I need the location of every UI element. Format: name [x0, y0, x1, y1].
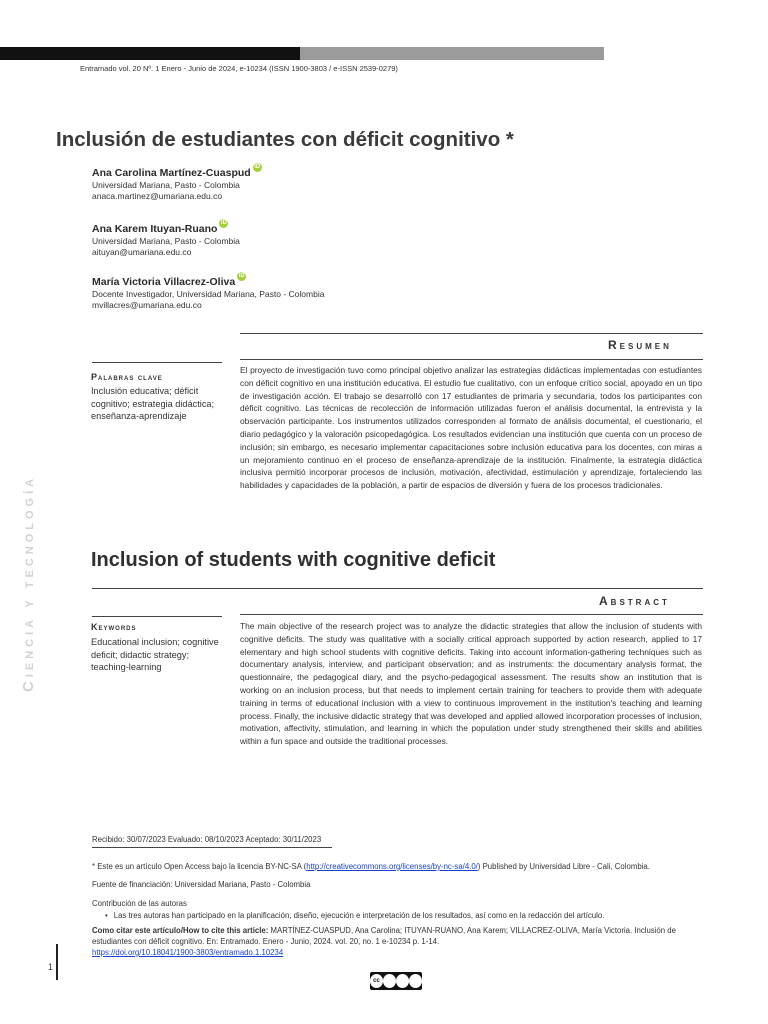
contributions-heading: Contribución de las autoras: [92, 899, 187, 908]
divider: [240, 614, 703, 615]
doi-link[interactable]: https://doi.org/10.18041/1900-3803/entramado.1.10234: [92, 948, 284, 957]
author-email[interactable]: aituyan@umariana.edu.co: [92, 247, 192, 257]
cc-license-logo: [370, 972, 422, 990]
resumen-text: El proyecto de investigación tuvo como principal objetivo analizar las estrategias didácticas implementadas con estudiantes con déficit cognitivo en una institución educativa. El estudio fue cualitativo, con un enfoque crítico social, apoyado en un tipo de investigación acción. El trabajo se desarrolló con 17 estudiantes de primaria y secundaria, todos los participantes con déficit cognitivo. Las técnicas de recolección de información utilizadas fueron el análisis documental, la entrevista y la observación participante. Los instrumentos utilizados corresponden al formato de análisis documental, el cuestionario, el diario pedagógico y la valoración psicopedagógica. Los resultados evidencian una institución que cuenta con un proceso de inclusión; sin embargo, es necesario implementar capacitaciones sobre inclusión educativa para los docentes, con miras a un mejoramiento continuo en el proceso de enseñanza-aprendizaje de la institución. Finalmente, la estrategia didáctica inclusiva permitió incorporar procesos de inclusión, motivación, afectividad, estimulación y aprendizaje, fortaleciendo las habilidades y capacidades de la población, a partir de espacios de diversión y fuera de los procesos tradicionales.: [240, 365, 702, 491]
contributions-item: • Las tres autoras han participado en la planificación, diseño, ejecución e interpretación de los resultados, así como en la redacción del artículo.: [105, 910, 725, 921]
author-block-3: [92, 273, 325, 312]
keywords-en: Educational inclusion; cognitive deficit; didactic strategy; teaching-learning: [91, 637, 219, 672]
author-name: Ana Karem Ituyan-Ruano: [92, 223, 218, 235]
divider: [92, 362, 222, 363]
page-number: 1: [48, 962, 54, 972]
author-affiliation: Docente Investigador, Universidad Mariana, Pasto - Colombia: [92, 288, 325, 299]
sa-icon: [409, 974, 422, 988]
keywords-heading-en: Keywords: [91, 622, 137, 632]
article-title-es: Inclusión de estudiantes con déficit cognitivo *: [56, 128, 514, 151]
divider: [240, 333, 703, 334]
side-section-label: Ciencia y tecnología: [20, 474, 37, 692]
journal-reference: Entramado vol. 20 Nº. 1 Enero - Junio de 2024, e-10234 (ISSN 1900-3803 / e-ISSN 2539-0279): [80, 64, 398, 73]
nc-icon: [396, 974, 409, 988]
abstract-heading: Abstract: [599, 594, 670, 608]
keywords-es: Inclusión educativa; déficit cognitivo; estrategia didáctica; enseñanza-aprendizaje: [91, 386, 215, 421]
funding-note: Fuente de financiación: Universidad Mariana, Pasto - Colombia: [92, 880, 311, 889]
header-bar-gray: [300, 47, 604, 60]
author-block-1: [92, 164, 262, 203]
author-email[interactable]: anaca.martinez@umariana.edu.co: [92, 191, 223, 201]
resumen-heading: Resumen: [608, 338, 672, 352]
footnote-prefix: * Este es un artículo Open Access bajo la licencia BY-NC-SA (: [92, 862, 307, 871]
orcid-icon[interactable]: iD: [254, 164, 261, 170]
divider: [240, 359, 703, 360]
received-dates: Recibido: 30/07/2023 Evaluado: 08/10/2023 Aceptado: 30/11/2023: [92, 835, 332, 848]
article-title-en: Inclusion of students with cognitive deficit: [91, 549, 496, 571]
license-footnote: [92, 861, 712, 872]
divider: [92, 588, 703, 589]
license-link[interactable]: http://creativecommons.org/licenses/by-nc-sa/4.0/: [306, 862, 478, 871]
divider: [92, 616, 222, 617]
creative-commons-icon: cc: [370, 974, 383, 988]
author-name: Ana Carolina Martínez-Cuaspud: [92, 167, 251, 179]
author-block-2: [92, 220, 240, 259]
abstract-text: The main objective of the research project was to analyze the didactic strategies that allow the inclusion of students with cognitive deficits. The study was qualitative with a socially critical approach supported by action research, applied to 17 elementary and high school students with cognitive deficits. Taking into account information-gathering techniques such as documentary analysis, interview, and participant observation; and as instruments: the documentary analysis format, the questionnaire, the pedagogical diary, and the psycho-pedagogical assessment. The results show an institution that is working on an inclusion process, but that needs to implement certain training for teachers to provide them with adequate training in terms of educational inclusion with a view to continuous improvement in the institution's teaching and learning process. Finally, the inclusive didactic strategy that was developed and applied allowed incorporation processes of inclusion, motivation, affectivity, stimulation, and learning in which the population under study strengthened their skills and abilities within a fun space and outside the traditional processes.: [240, 621, 702, 747]
author-email[interactable]: mvillacres@umariana.edu.co: [92, 300, 202, 310]
author-affiliation: Universidad Mariana, Pasto - Colombia: [92, 235, 240, 246]
citation-label: Como citar este artículo/How to cite this article:: [92, 926, 269, 935]
keywords-heading-es: Palabras clave: [91, 372, 163, 382]
author-affiliation: Universidad Mariana, Pasto - Colombia: [92, 179, 240, 190]
citation-block: [92, 925, 712, 958]
author-name: María Victoria Villacrez-Oliva: [92, 276, 236, 288]
orcid-icon[interactable]: iD: [238, 273, 245, 279]
orcid-icon[interactable]: iD: [220, 220, 227, 226]
citation-text: MARTÍNEZ-CUASPUD, Ana Carolina; ITUYAN-RUANO, Ana Karem; VILLACREZ-OLIVA, María Victoria. Inclusión de estudiantes con déficit cognitivo. En: Entramado. Enero - Junio, 2024. vol. 20, no. 1 e-10234 p. 1-14.: [92, 926, 676, 946]
by-icon: [383, 974, 396, 988]
footnote-suffix: ) Published by Universidad Libre - Cali, Colombia.: [477, 862, 650, 871]
page-marker-bar: [56, 944, 58, 980]
header-bar-black: [0, 47, 300, 60]
